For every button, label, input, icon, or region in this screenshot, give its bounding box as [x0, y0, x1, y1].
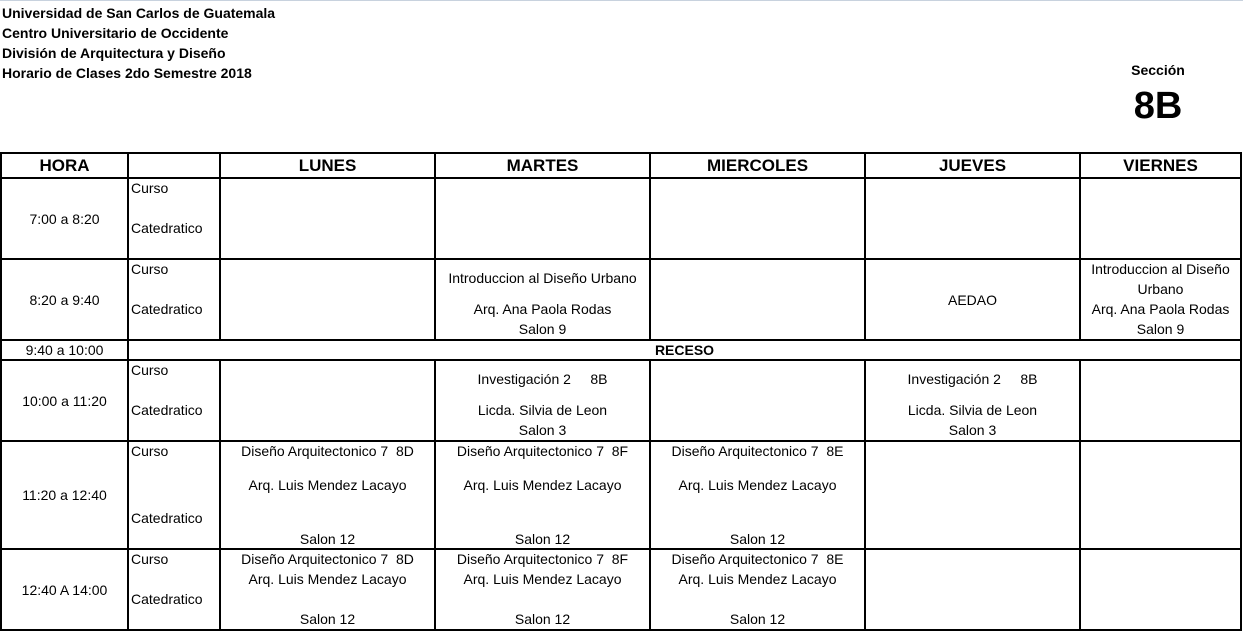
- class-cell: [220, 549, 435, 630]
- class-cell: [220, 441, 435, 549]
- room-name: Salon 12: [514, 531, 571, 547]
- table-row-receso: [1, 340, 1241, 360]
- instructor-name: Arq. Luis Mendez Lacayo: [248, 571, 407, 587]
- column-header-viernes: VIERNES: [1080, 153, 1241, 178]
- course-name-continued: Urbano: [1137, 281, 1184, 297]
- class-cell: [650, 360, 865, 441]
- course-name: Introduccion al Diseño: [1091, 261, 1230, 277]
- schedule-title: Horario de Clases 2do Semestre 2018: [2, 65, 252, 81]
- section-code: 8B: [1133, 85, 1183, 127]
- class-cell: [1080, 178, 1241, 259]
- class-cell: [1080, 259, 1241, 340]
- catedratico-label: Catedratico: [131, 301, 203, 317]
- top-rule: [0, 0, 1243, 1]
- section-label: Sección: [1131, 62, 1185, 78]
- instructor-name: Arq. Luis Mendez Lacayo: [678, 571, 837, 587]
- course-name: Investigación 2 8B: [907, 371, 1038, 387]
- catedratico-label: Catedratico: [131, 220, 203, 236]
- class-cell: [865, 441, 1080, 549]
- column-header-jueves: JUEVES: [865, 153, 1080, 178]
- room-name: Salon 9: [1136, 321, 1185, 337]
- room-name: Salon 9: [518, 321, 567, 337]
- curso-label: Curso: [131, 551, 169, 567]
- row-labels: [128, 259, 220, 340]
- institution-header: [2, 3, 275, 83]
- room-name: Salon 12: [514, 611, 571, 627]
- course-name: Introduccion al Diseño Urbano: [448, 270, 637, 286]
- instructor-name: Arq. Luis Mendez Lacayo: [248, 477, 407, 493]
- course-name: Diseño Arquitectonico 7 8F: [456, 443, 629, 459]
- course-name: AEDAO: [947, 291, 997, 308]
- time-slot: 10:00 a 11:20: [1, 360, 128, 441]
- class-cell: [435, 259, 650, 340]
- room-name: Salon 3: [948, 422, 997, 438]
- course-name: Diseño Arquitectonico 7 8E: [671, 551, 844, 567]
- class-cell: [650, 549, 865, 630]
- curso-label: Curso: [131, 362, 169, 378]
- catedratico-label: Catedratico: [131, 402, 203, 418]
- column-header-miercoles: MIERCOLES: [650, 153, 865, 178]
- course-name: Investigación 2 8B: [477, 371, 608, 387]
- room-name: Salon 12: [299, 611, 356, 627]
- header-row: [1, 153, 1241, 178]
- class-cell: [865, 178, 1080, 259]
- course-name: Diseño Arquitectonico 7 8D: [241, 443, 414, 459]
- class-cell: [220, 259, 435, 340]
- course-name: Diseño Arquitectonico 7 8E: [671, 443, 844, 459]
- instructor-name: Arq. Luis Mendez Lacayo: [463, 571, 622, 587]
- instructor-name: Arq. Ana Paola Rodas: [473, 301, 612, 317]
- course-name: Diseño Arquitectonico 7 8D: [241, 551, 414, 567]
- class-cell: [435, 441, 650, 549]
- class-cell: [1080, 441, 1241, 549]
- class-cell: [435, 549, 650, 630]
- table-row: [1, 441, 1241, 549]
- university-name: Universidad de San Carlos de Guatemala: [2, 5, 276, 21]
- time-slot: 9:40 a 10:00: [1, 340, 128, 360]
- class-cell: [435, 360, 650, 441]
- class-cell: [435, 178, 650, 259]
- row-labels: [128, 549, 220, 630]
- row-labels: [128, 441, 220, 549]
- room-name: Salon 3: [518, 422, 567, 438]
- curso-label: Curso: [131, 180, 169, 196]
- table-row: [1, 178, 1241, 259]
- time-slot: 7:00 a 8:20: [1, 178, 128, 259]
- column-header-blank: [128, 153, 220, 178]
- course-name: Diseño Arquitectonico 7 8F: [456, 551, 629, 567]
- class-cell: [220, 360, 435, 441]
- class-cell: [650, 178, 865, 259]
- campus-name: Centro Universitario de Occidente: [2, 25, 229, 41]
- instructor-name: Arq. Luis Mendez Lacayo: [463, 477, 622, 493]
- table-row: [1, 360, 1241, 441]
- curso-label: Curso: [131, 261, 169, 277]
- room-name: Salon 12: [299, 531, 356, 547]
- catedratico-label: Catedratico: [131, 591, 203, 607]
- class-cell: [865, 360, 1080, 441]
- class-cell: [220, 178, 435, 259]
- column-header-martes: MARTES: [435, 153, 650, 178]
- catedratico-label: Catedratico: [131, 510, 203, 526]
- schedule-table: [0, 152, 1242, 631]
- class-cell: [1080, 360, 1241, 441]
- class-cell: [865, 549, 1080, 630]
- division-name: División de Arquitectura y Diseño: [2, 45, 226, 61]
- table-row: [1, 259, 1241, 340]
- class-cell: [1080, 549, 1241, 630]
- time-slot: 8:20 a 9:40: [1, 259, 128, 340]
- instructor-name: Licda. Silvia de Leon: [907, 402, 1038, 418]
- room-name: Salon 12: [729, 531, 786, 547]
- column-header-hora: HORA: [1, 153, 128, 178]
- row-labels: [128, 178, 220, 259]
- column-header-lunes: LUNES: [220, 153, 435, 178]
- time-slot: 11:20 a 12:40: [1, 441, 128, 549]
- class-cell: [650, 259, 865, 340]
- instructor-name: Arq. Ana Paola Rodas: [1091, 301, 1230, 317]
- class-cell: [865, 259, 1080, 340]
- table-row: [1, 549, 1241, 630]
- receso-cell: RECESO: [128, 340, 1241, 360]
- instructor-name: Arq. Luis Mendez Lacayo: [678, 477, 837, 493]
- class-cell: [650, 441, 865, 549]
- curso-label: Curso: [131, 443, 169, 459]
- instructor-name: Licda. Silvia de Leon: [477, 402, 608, 418]
- time-slot: 12:40 A 14:00: [1, 549, 128, 630]
- room-name: Salon 12: [729, 611, 786, 627]
- row-labels: [128, 360, 220, 441]
